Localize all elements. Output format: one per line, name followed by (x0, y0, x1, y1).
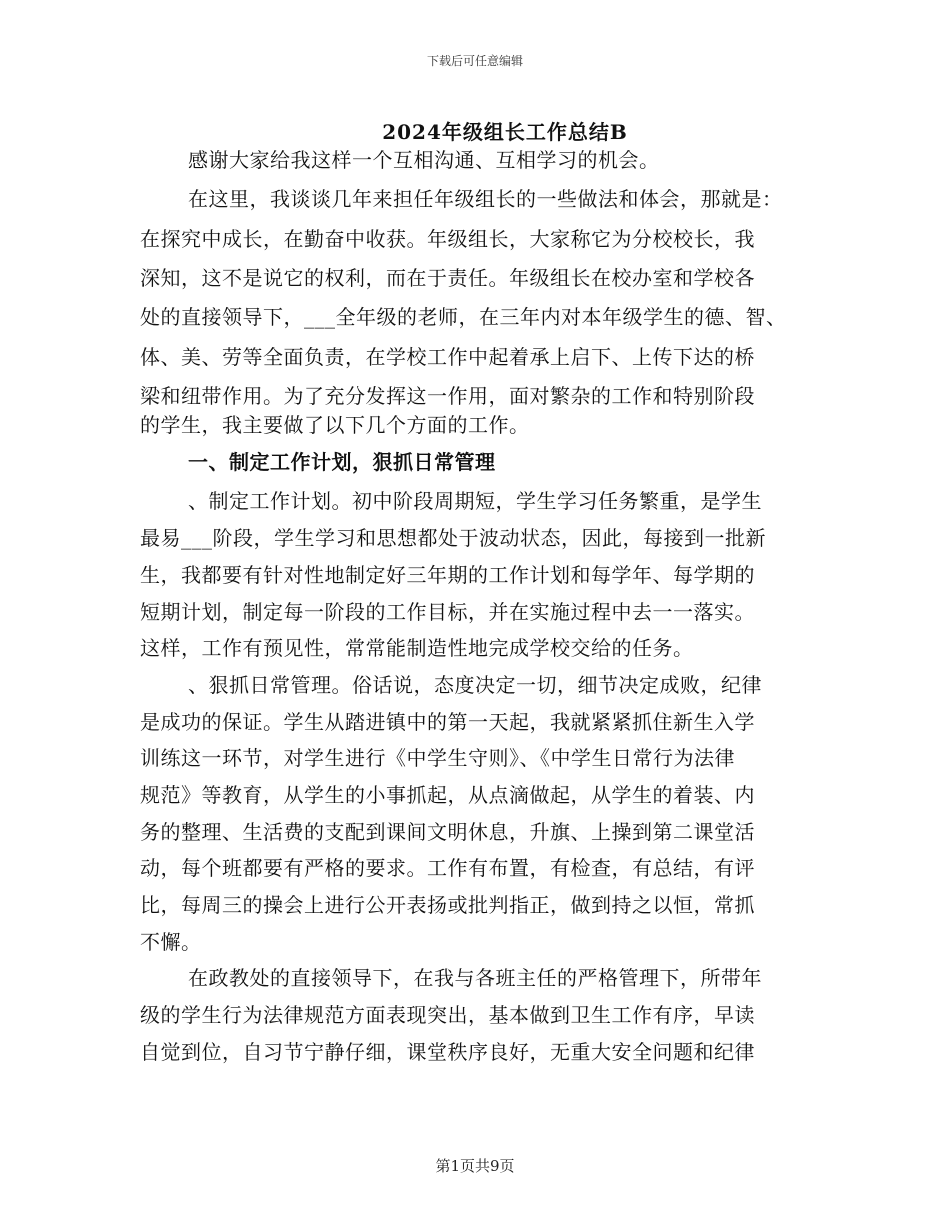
paragraph-line: 、制定工作计划。初中阶段周期短，学生学习任务繁重，是学生 (188, 489, 762, 513)
paragraph-line: 自觉到位，自习节宁静仔细，课堂秩序良好，无重大安全问题和纪律 (140, 1040, 755, 1064)
page-header: 下载后可任意编辑 (426, 54, 523, 68)
paragraph-line: 比，每周三的操会上进行公开表扬或批判指正，做到持之以恒，常抓 (140, 893, 755, 917)
paragraph-line: 这样，工作有预见性，常常能制造性地完成学校交给的任务。 (140, 636, 694, 660)
paragraph-line: 动，每个班都要有严格的要求。工作有布置，有检查，有总结，有评 (140, 856, 755, 880)
paragraph-line: 、狠抓日常管理。俗话说，态度决定一切，细节决定成败，纪律 (188, 673, 762, 697)
paragraph-line: 级的学生行为法律规范方面表现突出，基本做到卫生工作有序，早读 (140, 1003, 755, 1027)
paragraph-line: 务的整理、生活费的支配到课间文明休息，升旗、上操到第二课堂活 (140, 820, 755, 844)
paragraph-line: 最易___阶段，学生学习和思想都处于波动状态，因此，每接到一批新 (140, 526, 766, 550)
paragraph-line: 不懈。 (140, 930, 202, 954)
paragraph-line: 在探究中成长，在勤奋中收获。年级组长，大家称它为分校校长，我 (140, 227, 755, 251)
paragraph-line: 训练这一环节，对学生进行《中学生守则》、《中学生日常行为法律 (140, 746, 735, 770)
paragraph-line: 规范》等教育，从学生的小事抓起，从点滴做起，从学生的着装、内 (140, 783, 755, 807)
paragraph-line: 的学生，我主要做了以下几个方面的工作。 (140, 413, 530, 437)
paragraph-line: 体、美、劳等全面负责，在学校工作中起着承上启下、上传下达的桥 (140, 345, 755, 369)
paragraph-line: 在政教处的直接领导下，在我与各班主任的严格管理下，所带年 (188, 966, 762, 990)
paragraph-line: 生，我都要有针对性地制定好三年期的工作计划和每学年、每学期的 (140, 563, 755, 587)
paragraph-line: 短期计划，制定每一阶段的工作目标，并在实施过程中去一一落实。 (140, 600, 755, 624)
section-heading: 一、制定工作计划，狠抓日常管理 (188, 450, 496, 474)
paragraph-line: 处的直接领导下，___全年级的老师，在三年内对本年级学生的德、智、 (140, 305, 787, 329)
paragraph-line: 深知，这不是说它的权利，而在于责任。年级组长在校办室和学校各 (140, 266, 755, 290)
paragraph-line: 在这里，我谈谈几年来担任年级组长的一些做法和体会，那就是： (188, 187, 783, 211)
document-title: 2024年级组长工作总结B (382, 120, 628, 144)
page-footer: 第1页共9页 (435, 1157, 515, 1175)
paragraph-line: 感谢大家给我这样一个互相沟通、互相学习的机会。 (188, 148, 660, 172)
paragraph-line: 是成功的保证。学生从踏进镇中的第一天起，我就紧紧抓住新生入学 (140, 710, 755, 734)
paragraph-line: 梁和纽带作用。为了充分发挥这一作用，面对繁杂的工作和特别阶段 (140, 384, 755, 408)
